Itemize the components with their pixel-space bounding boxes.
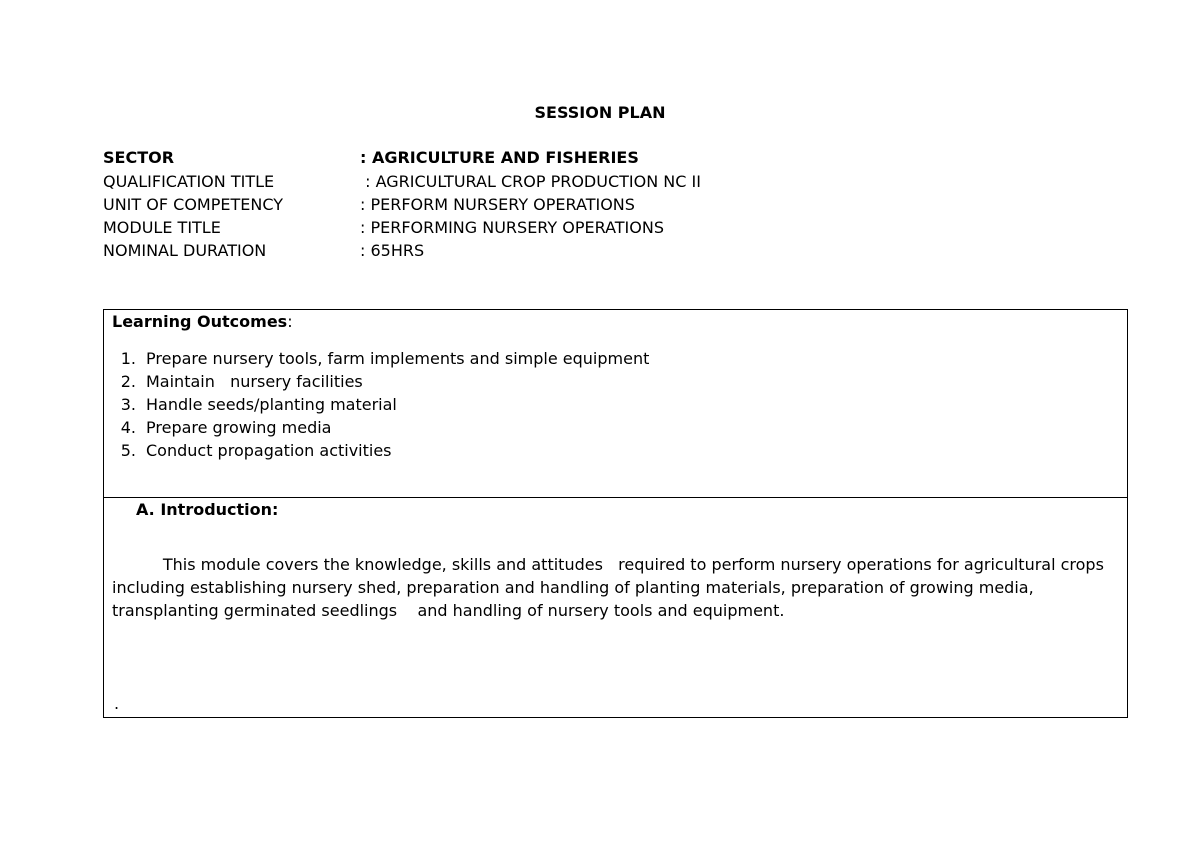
list-text: Prepare nursery tools, farm implements and simple equipment: [146, 349, 650, 368]
introduction-paragraph: This module covers the knowledge, skills and attitudes required to perform nursery operations for agricultural crops including establishing nursery shed, preparation and handling of planting materials, preparation of growing media, transplanting germinated seedlings and handling of nursery tools and equipment.: [112, 555, 1110, 620]
introduction-heading: A. Introduction:: [136, 500, 279, 519]
meta-row-duration: [103, 241, 425, 301]
list-item: [112, 439, 649, 462]
list-number: 3.: [120, 395, 136, 414]
meta-value: : AGRICULTURAL CROP PRODUCTION NC II: [360, 172, 701, 191]
list-number: 2.: [120, 372, 136, 391]
list-text: Prepare growing media: [146, 418, 332, 437]
meta-label: MODULE TITLE: [103, 218, 221, 237]
meta-label: QUALIFICATION TITLE: [103, 172, 275, 191]
list-item: [112, 416, 649, 439]
meta-value: : PERFORM NURSERY OPERATIONS: [360, 195, 635, 214]
meta-label: UNIT OF COMPETENCY: [103, 195, 283, 214]
list-text: Conduct propagation activities: [146, 441, 392, 460]
list-item: [112, 370, 649, 393]
list-text: Handle seeds/planting material: [146, 395, 397, 414]
meta-label: NOMINAL DURATION: [103, 241, 267, 260]
meta-value: : AGRICULTURE AND FISHERIES: [360, 148, 639, 167]
meta-value: : PERFORMING NURSERY OPERATIONS: [360, 218, 664, 237]
learning-outcomes-heading: [112, 312, 293, 331]
meta-label: SECTOR: [103, 148, 175, 167]
list-text: Maintain nursery facilities: [146, 372, 363, 391]
list-item: [112, 347, 649, 370]
learning-outcomes-list: [112, 347, 649, 462]
learning-outcomes-colon: :: [287, 312, 293, 331]
list-item: [112, 393, 649, 416]
learning-outcomes-box: [103, 309, 1128, 498]
list-number: 4.: [120, 418, 136, 437]
page-title: SESSION PLAN: [534, 103, 666, 122]
learning-outcomes-label: Learning Outcomes: [112, 312, 288, 331]
list-number: 1.: [120, 349, 136, 368]
list-number: 5.: [120, 441, 136, 460]
trailing-dot: .: [114, 694, 120, 713]
meta-value: : 65HRS: [360, 241, 425, 260]
introduction-box: [103, 497, 1128, 718]
